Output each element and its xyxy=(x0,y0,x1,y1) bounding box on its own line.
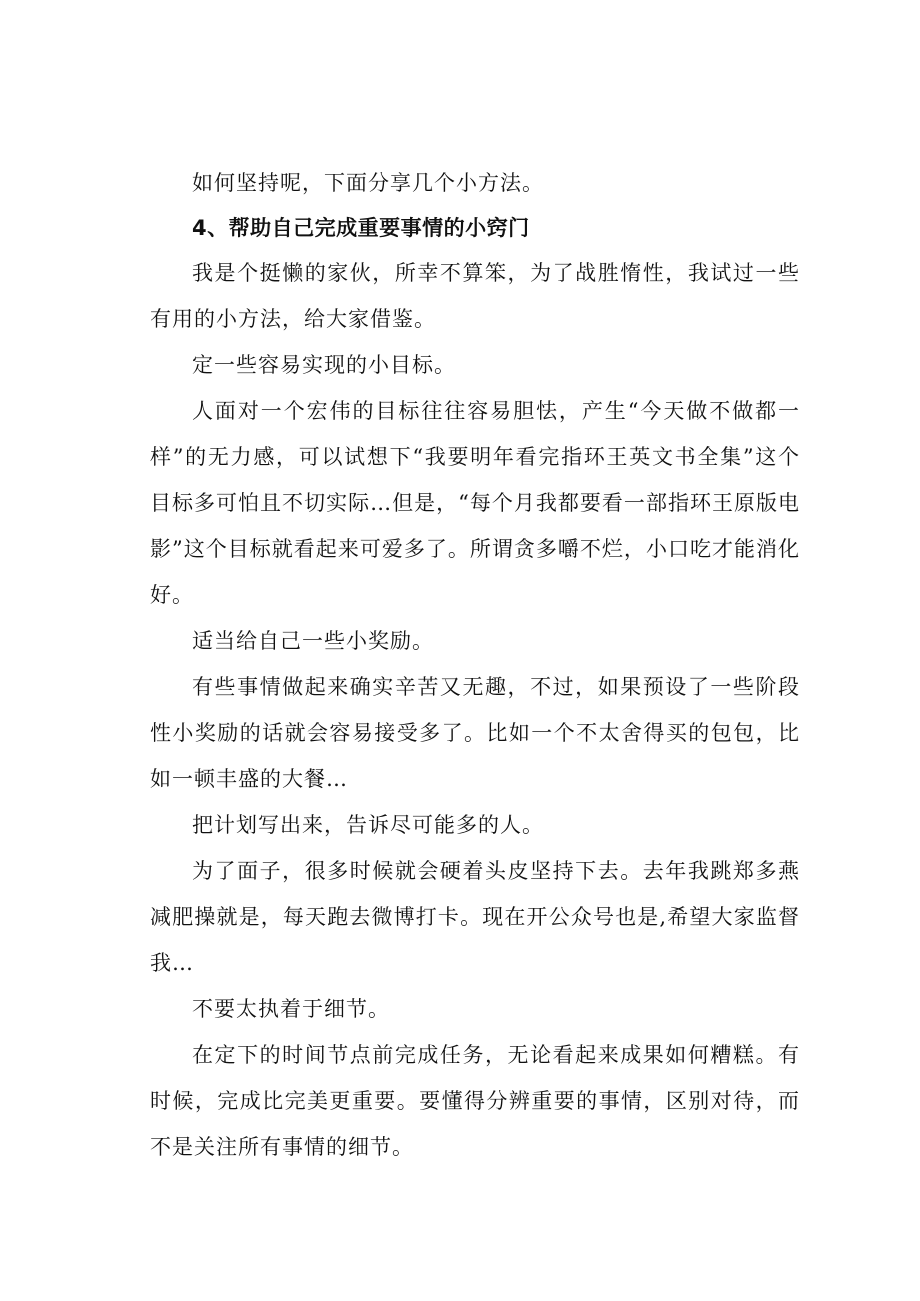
document-body xyxy=(150,160,800,1170)
paragraph-small-goals: 人面对一个宏伟的目标往往容易胆怯，产生“今天做不做都一样”的无力感，可以试想下“我要明年看完指环王英文书全集”这个目标多可怕且不切实际…但是，“每个月我都要看一部指环王原版电影”这个目标就看起来可爱多了。所谓贪多嚼不烂，小口吃才能消化好。 xyxy=(150,399,800,607)
paragraph-rewards: 有些事情做起来确实辛苦又无趣，不过，如果预设了一些阶段性小奖励的话就会容易接受多了。比如一个不太舍得买的包包，比如一顿丰盛的大餐… xyxy=(150,675,800,791)
paragraph-details: 在定下的时间节点前完成任务，无论看起来成果如何糟糕。有时候，完成比完美更重要。要懂得分辨重要的事情，区别对待，而不是关注所有事情的细节。 xyxy=(150,1043,800,1159)
tip-small-goals: 定一些容易实现的小目标。 xyxy=(192,353,456,377)
tip-rewards: 适当给自己一些小奖励。 xyxy=(192,629,434,653)
paragraph-write-plan: 为了面子，很多时候就会硬着头皮坚持下去。去年我跳郑多燕减肥操就是，每天跑去微博打卡。现在开公众号也是,希望大家监督我… xyxy=(150,859,800,975)
paragraph-lazy-intro: 我是个挺懒的家伙，所幸不算笨，为了战胜惰性，我试过一些有用的小方法，给大家借鉴。 xyxy=(150,261,800,331)
tip-details: 不要太执着于细节。 xyxy=(192,997,390,1021)
intro-paragraph: 如何坚持呢，下面分享几个小方法。 xyxy=(192,171,544,195)
tip-write-plan: 把计划写出来，告诉尽可能多的人。 xyxy=(192,813,544,837)
section-heading: 4、帮助自己完成重要事情的小窍门 xyxy=(192,216,530,240)
